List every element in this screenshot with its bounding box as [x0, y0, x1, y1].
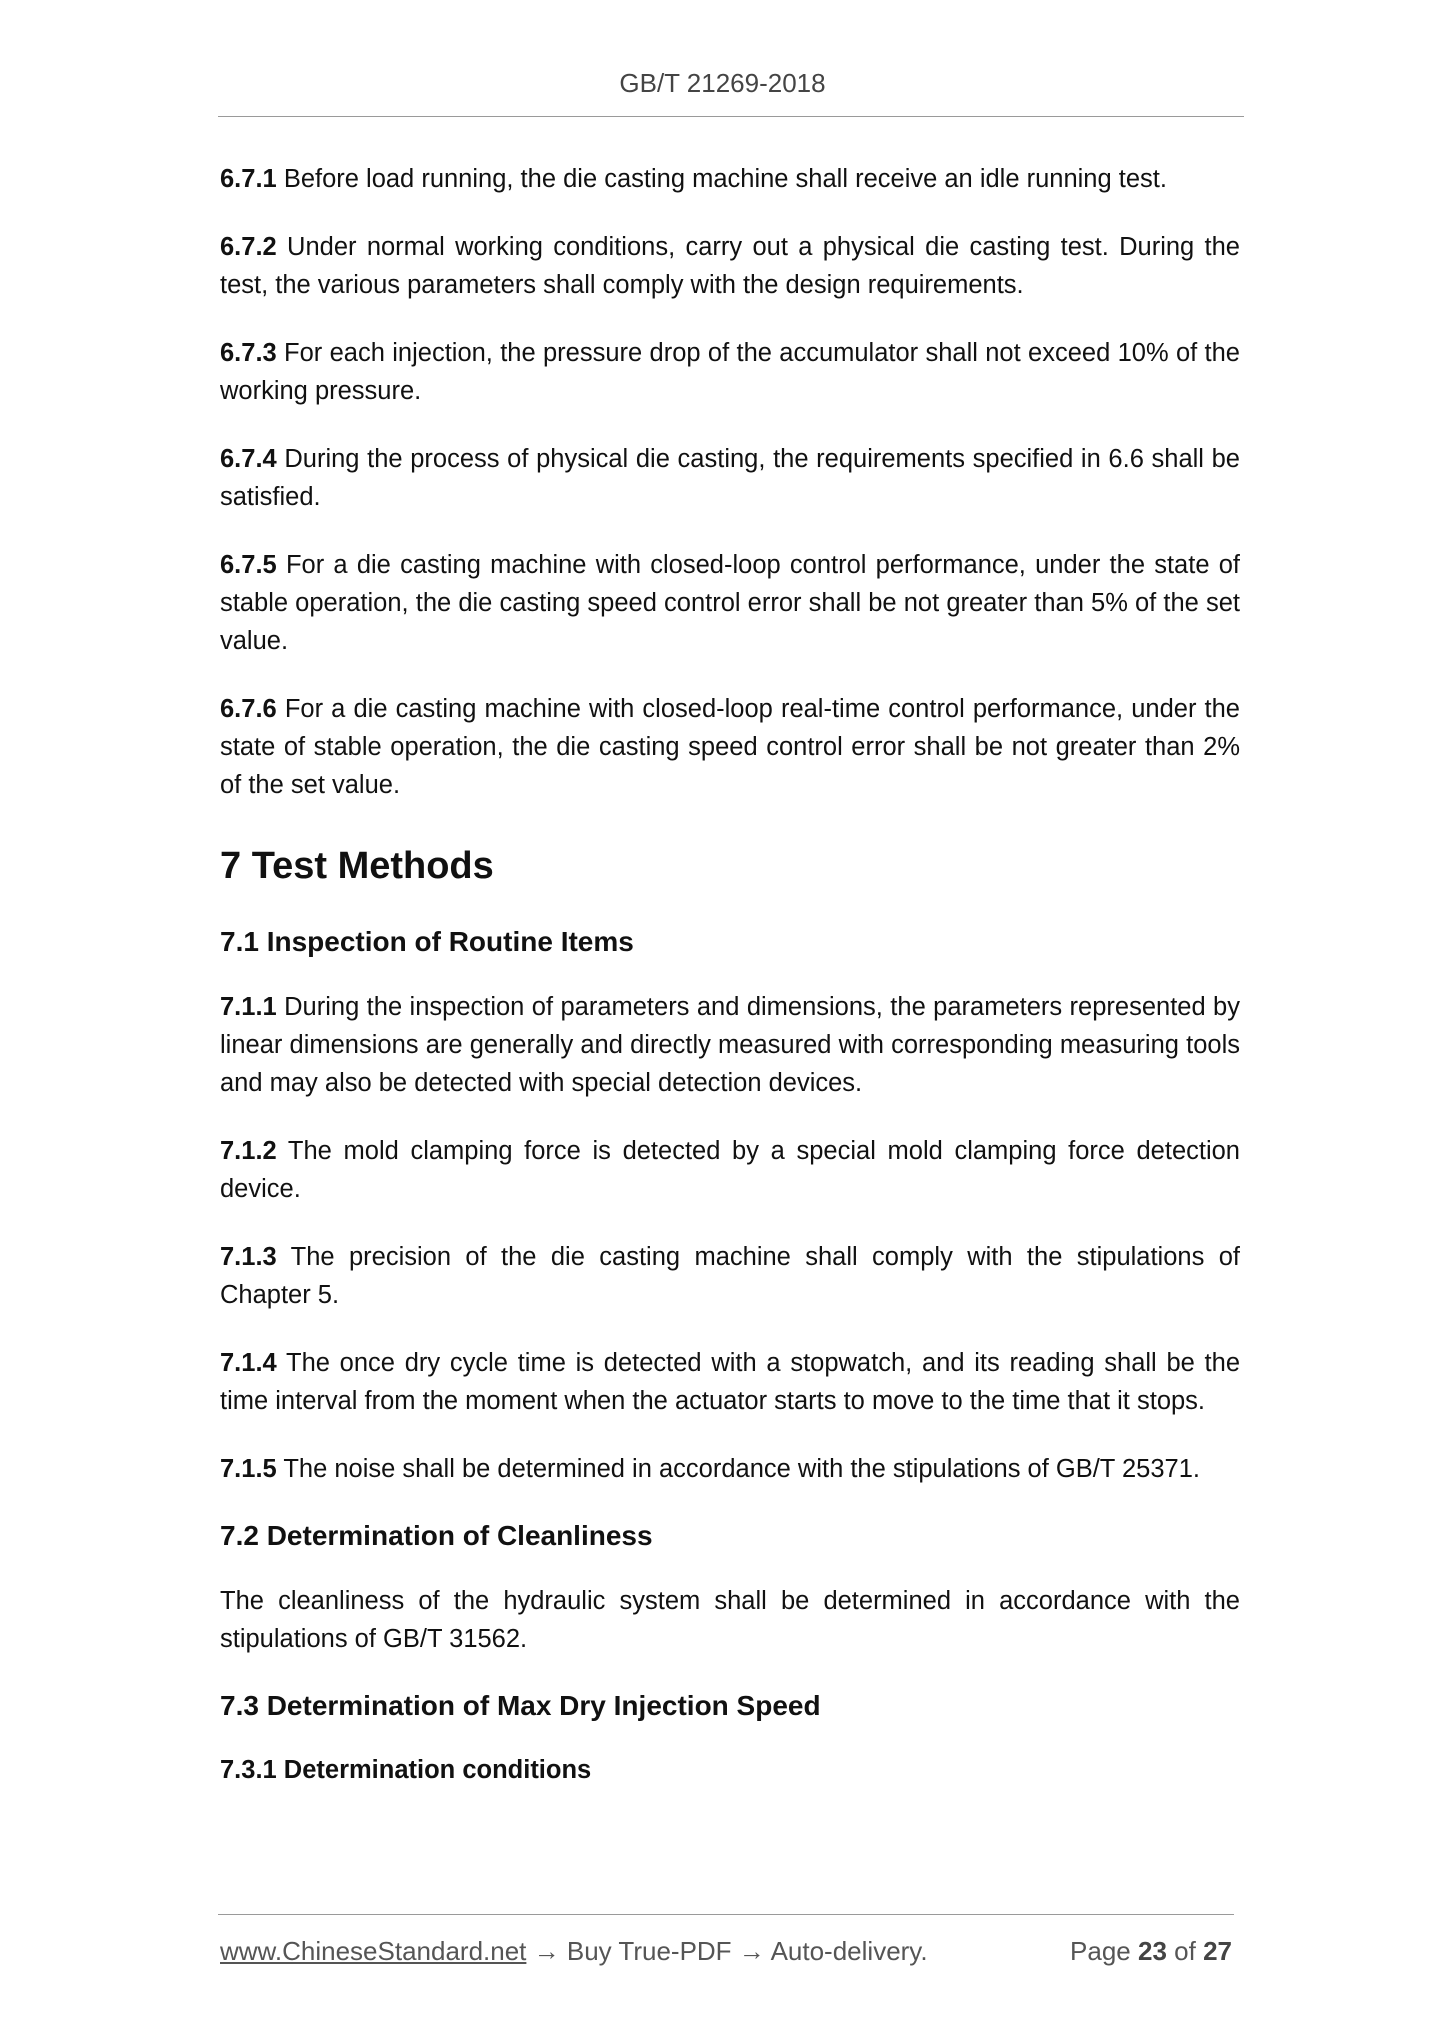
clause-number: 6.7.6: [220, 695, 277, 723]
clause-number: 6.7.5: [220, 551, 277, 579]
footer-tail-text: → Buy True-PDF → Auto-delivery.: [526, 1936, 928, 1966]
clause-number: 7.1.4: [220, 1349, 277, 1377]
clause-number: 7.1.2: [220, 1137, 277, 1165]
clause-number: 6.7.4: [220, 445, 277, 473]
clause-6-7-6: [220, 690, 1240, 804]
page-footer: [220, 1934, 1232, 1968]
clause-text: Before load running, the die casting machine shall receive an idle running test.: [283, 165, 1167, 193]
footer-divider: [218, 1914, 1234, 1915]
clause-number: 6.7.1: [220, 165, 277, 193]
page-content: [220, 160, 1240, 1808]
clause-6-7-5: [220, 546, 1240, 660]
clause-7-1-5: [220, 1450, 1240, 1488]
clause-number: 6.7.3: [220, 339, 277, 367]
clause-6-7-4: [220, 440, 1240, 516]
total-pages-number: 27: [1203, 1936, 1232, 1966]
clause-number: 7.1.5: [220, 1455, 277, 1483]
clause-text: During the process of physical die casting, the requirements specified in 6.6 shall be satisfied.: [220, 445, 1240, 511]
clause-text: The once dry cycle time is detected with a stopwatch, and its reading shall be the time interval from the moment when the actuator starts to move to the time that it stops.: [220, 1349, 1240, 1415]
header-divider: [218, 116, 1244, 117]
page-label: Page: [1070, 1936, 1131, 1966]
page-indicator: [1070, 1934, 1232, 1968]
clause-text: Under normal working conditions, carry out a physical die casting test. During the test, the various parameters shall comply with the design requirements.: [220, 233, 1240, 299]
section-heading-7-3: 7.3 Determination of Max Dry Injection Speed: [220, 1690, 821, 1721]
clause-text: The mold clamping force is detected by a special mold clamping force detection device.: [220, 1137, 1240, 1203]
clause-text: During the inspection of parameters and dimensions, the parameters represented by linear dimensions are generally and directly measured with corresponding measuring tools and may also be detected with special detection devices.: [220, 993, 1240, 1097]
footer-promo: [220, 1936, 928, 1966]
clause-number: 7.1.1: [220, 993, 277, 1021]
clause-text: For each injection, the pressure drop of the accumulator shall not exceed 10% of the working pressure.: [220, 339, 1240, 405]
clause-7-1-3: [220, 1238, 1240, 1314]
clause-7-1-1: [220, 988, 1240, 1102]
clause-7-1-2: [220, 1132, 1240, 1208]
subsection-heading-7-3-1: 7.3.1 Determination conditions: [220, 1756, 592, 1784]
clause-text: The noise shall be determined in accordance with the stipulations of GB/T 25371.: [283, 1455, 1200, 1483]
website-link[interactable]: www.ChineseStandard.net: [220, 1936, 527, 1966]
chapter-heading: 7 Test Methods: [220, 845, 494, 887]
section-7-2-text: The cleanliness of the hydraulic system shall be determined in accordance with the stipulations of GB/T 31562.: [220, 1587, 1240, 1653]
clause-text: For a die casting machine with closed-loop real-time control performance, under the state of stable operation, the die casting speed control error shall be not greater than 2% of the set value.: [220, 695, 1240, 799]
section-heading-7-1: 7.1 Inspection of Routine Items: [220, 926, 634, 957]
clause-7-1-4: [220, 1344, 1240, 1420]
clause-number: 7.1.3: [220, 1243, 277, 1271]
clause-number: 6.7.2: [220, 233, 277, 261]
of-label: of: [1174, 1936, 1196, 1966]
clause-text: The precision of the die casting machine shall comply with the stipulations of Chapter 5.: [220, 1243, 1240, 1309]
clause-text: For a die casting machine with closed-loop control performance, under the state of stable operation, the die casting speed control error shall be not greater than 5% of the set value.: [220, 551, 1240, 655]
header-standard-number: GB/T 21269-2018: [619, 68, 826, 98]
clause-6-7-3: [220, 334, 1240, 410]
section-heading-7-2: 7.2 Determination of Cleanliness: [220, 1520, 653, 1551]
clause-6-7-2: [220, 228, 1240, 304]
current-page-number: 23: [1138, 1936, 1167, 1966]
clause-6-7-1: [220, 160, 1240, 198]
